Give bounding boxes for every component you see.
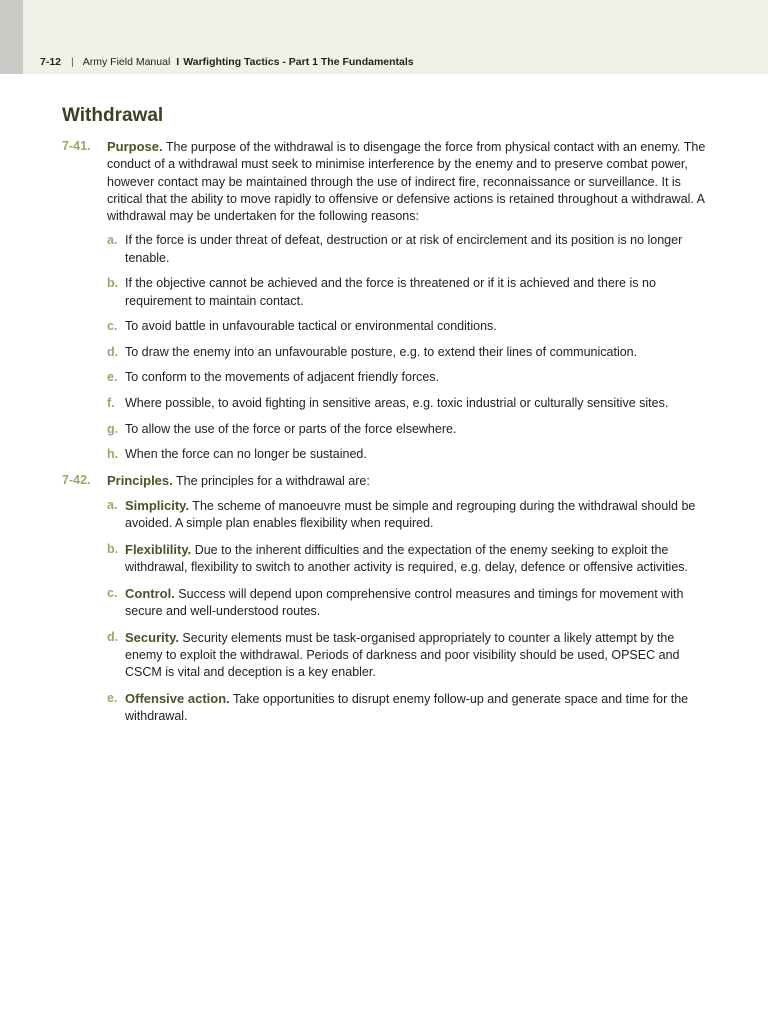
item-letter: b. [107, 276, 119, 291]
item-text: Security elements must be task-organised appropriately to counter a likely attempt by the enemy to exploit the withdrawal. Periods of darkness and poor visibility should be used, OPSEC and CSCM is vital and deception is a key enabler. [125, 630, 680, 680]
part-title: Warfighting Tactics - Part 1 The Fundamentals [183, 56, 414, 68]
item-text: Success will depend upon comprehensive control measures and timings for movement with secure and well-understood routes. [125, 586, 684, 619]
section-title: Withdrawal [62, 105, 164, 126]
item-letter: h. [107, 447, 119, 462]
list-item [107, 275, 712, 310]
item-letter: a. [107, 498, 118, 513]
paragraph-number: 7-42. [62, 472, 91, 487]
item-letter: b. [107, 542, 119, 557]
item-text: Take opportunities to disrupt enemy follow-up and generate space and time for the withdrawal. [125, 691, 689, 724]
paragraph-lead: Principles. [107, 472, 173, 488]
paragraph-7-42 [62, 472, 712, 726]
paragraph-7-41 [62, 138, 712, 464]
principles-list [107, 497, 712, 725]
item-text: When the force can no longer be sustained. [125, 447, 367, 462]
chapter-side-tab [0, 0, 23, 74]
list-item [107, 395, 712, 412]
paragraph-text: The purpose of the withdrawal is to disengage the force from physical contact with an enemy. The conduct of a withdrawal must seek to minimise interference by the enemy and to preserve combat power, however contact may be maintained through the use of indirect fire, reconnaissance or surveillance. It is critical that the ability to move rapidly to offensive or defensive actions is retained throughout a withdrawal. A withdrawal may be undertaken for the following reasons: [107, 140, 706, 224]
running-head [40, 56, 414, 68]
page-number: 7-12 [40, 56, 62, 68]
item-letter: d. [107, 344, 119, 359]
item-text: To conform to the movements of adjacent friendly forces. [125, 370, 440, 385]
list-item [107, 232, 712, 267]
item-letter: c. [107, 319, 118, 334]
paragraph-number: 7-41. [62, 139, 91, 153]
manual-title: Army Field Manual [82, 56, 171, 68]
header-separator: | [71, 56, 74, 68]
item-letter: d. [107, 629, 119, 644]
item-letter: f. [107, 396, 115, 411]
page-content [62, 103, 712, 734]
item-text: Where possible, to avoid fighting in sensitive areas, e.g. toxic industrial or culturally sensitive sites. [125, 396, 669, 411]
item-lead: Flexiblility. [125, 542, 192, 558]
list-item [107, 497, 712, 533]
reasons-list [107, 232, 712, 463]
item-text: Due to the inherent difficulties and the expectation of the enemy seeking to exploit the withdrawal, flexibility to switch to another activity is required, e.g. delay, defence or offensive activities. [125, 543, 689, 575]
item-lead: Offensive action. [125, 690, 230, 706]
item-text: To allow the use of the force or parts of the force elsewhere. [125, 421, 457, 436]
list-item [107, 629, 712, 682]
paragraph-text: The principles for a withdrawal are: [172, 473, 370, 488]
list-item [107, 421, 712, 438]
item-text: If the objective cannot be achieved and the force is threatened or if it is achieved and there is no requirement to maintain contact. [125, 276, 656, 308]
item-text: The scheme of manoeuvre must be simple and regrouping during the withdrawal should be avoided. A simple plan enables flexibility when required. [125, 499, 696, 531]
list-item [107, 369, 712, 386]
item-lead: Security. [125, 629, 179, 645]
list-item [107, 541, 712, 577]
item-text: If the force is under threat of defeat, destruction or at risk of encirclement and its position is no longer tenable. [125, 233, 683, 265]
item-letter: a. [107, 233, 118, 248]
item-letter: g. [107, 421, 119, 436]
item-text: To avoid battle in unfavourable tactical or environmental conditions. [125, 319, 497, 334]
item-lead: Control. [125, 585, 175, 601]
list-item [107, 446, 712, 463]
paragraph-lead: Purpose. [107, 139, 163, 154]
list-item [107, 318, 712, 335]
list-item [107, 344, 712, 361]
item-text: To draw the enemy into an unfavourable posture, e.g. to extend their lines of communication. [125, 344, 638, 359]
item-letter: c. [107, 585, 118, 600]
header-separator-2: I [176, 56, 180, 68]
list-item [107, 690, 712, 726]
item-lead: Simplicity. [125, 498, 190, 514]
item-letter: e. [107, 690, 118, 705]
item-letter: e. [107, 370, 118, 385]
list-item [107, 585, 712, 621]
